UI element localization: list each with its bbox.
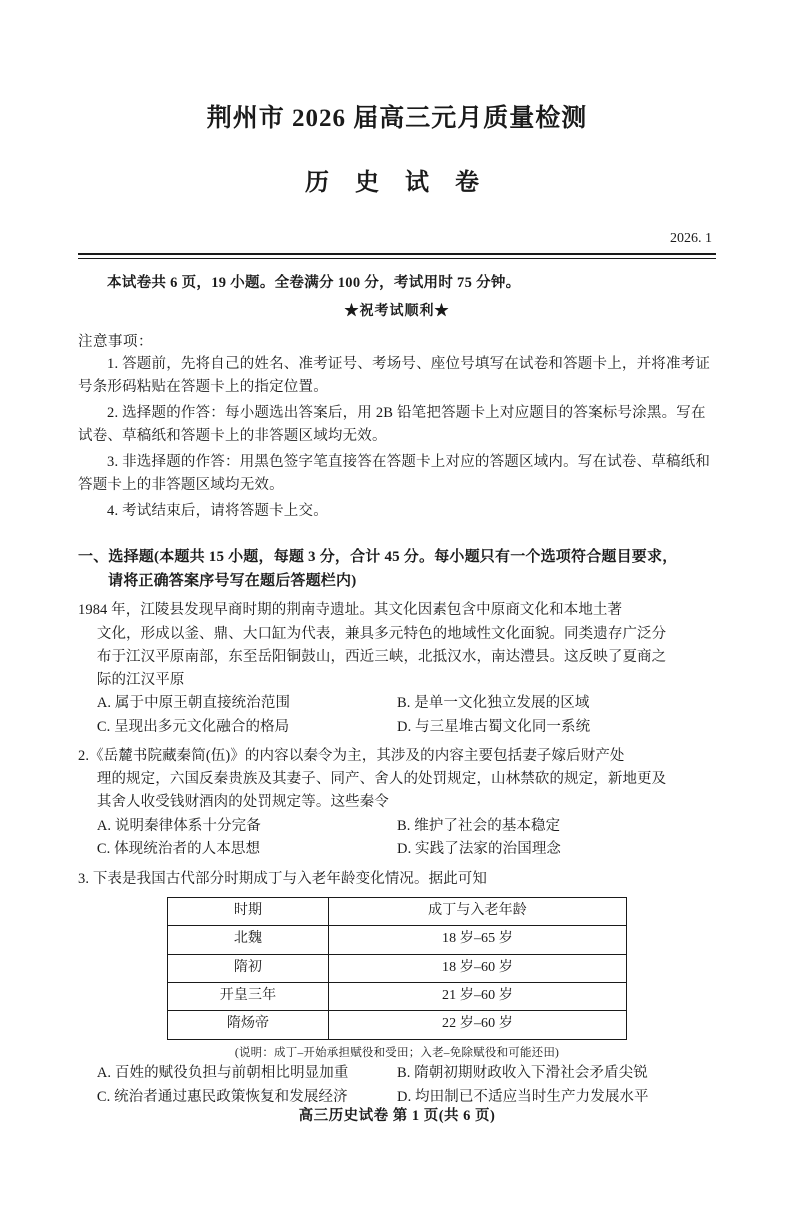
table-cell-period: 北魏 xyxy=(168,926,329,954)
question-line: 其舍人收受钱财酒肉的处罚规定等。这些秦令 xyxy=(96,794,389,811)
table-row xyxy=(168,926,627,954)
exam-paper-page xyxy=(0,98,794,1221)
question-item xyxy=(78,868,716,1110)
option-a[interactable]: A. 百姓的赋役负担与前朝相比明显加重 xyxy=(96,1065,349,1082)
section-heading-line2: 请将正确答案序号写在题后答题栏内) xyxy=(108,573,357,590)
table-cell-age: 18 岁–60 岁 xyxy=(329,954,627,982)
notice-item: 4. 考试结束后，请将答题卡上交。 xyxy=(107,502,328,519)
option-a[interactable]: A. 说明秦律体系十分完备 xyxy=(96,817,261,834)
notice-item: 2. 选择题的作答：每小题选出答案后，用 2B 铅笔把答题卡上对应题目的答案标号涂黑。写在试卷、草稿纸和答题卡上的非答题区域均无效。 xyxy=(78,404,706,445)
option-d[interactable]: D. 均田制已不适应当时生产力发展水平 xyxy=(397,1088,649,1105)
table-note: (说明：成丁–开始承担赋役和受田；入老–免除赋役和可能还田) xyxy=(234,1046,560,1059)
page-title: 荆州市 2026 届高三元月质量检测 xyxy=(206,105,588,132)
section-heading xyxy=(78,545,716,593)
question-line xyxy=(78,868,716,891)
table-cell-period: 隋炀帝 xyxy=(168,1011,329,1039)
divider-rule xyxy=(78,253,716,259)
table-cell-age: 21 岁–60 岁 xyxy=(329,983,627,1011)
question-line: 布于江汉平原南部，东至岳阳铜鼓山，西近三峡，北抵汉水，南达澧县。这反映了夏商之 xyxy=(96,648,667,665)
exam-date: 2026. 1 xyxy=(670,231,712,246)
question-line: 际的江汉平原 xyxy=(96,671,185,688)
age-table xyxy=(167,897,627,1040)
option-b[interactable]: B. 隋朝初期财政收入下滑社会矛盾尖锐 xyxy=(397,1065,648,1082)
option-row xyxy=(78,716,716,739)
section-heading-line1: 一、选择题(本题共 15 小题，每题 3 分，合计 45 分。每小题只有一个选项符合题目要求， xyxy=(78,549,678,566)
exam-info: 本试卷共 6 页，19 小题。全卷满分 100 分，考试用时 75 分钟。 xyxy=(107,275,521,291)
option-row xyxy=(78,838,716,861)
question-line xyxy=(78,745,716,768)
question-item xyxy=(78,745,716,862)
option-b[interactable]: B. 维护了社会的基本稳定 xyxy=(397,817,561,834)
option-b[interactable]: B. 是单一文化独立发展的区域 xyxy=(397,695,590,712)
page-footer: 高三历史试卷 第 1 页(共 6 页) xyxy=(298,1108,496,1124)
table-cell-period: 开皇三年 xyxy=(168,983,329,1011)
question-item xyxy=(78,599,716,739)
good-luck-text: ★祝考试顺利★ xyxy=(344,304,450,319)
question-line: 文化，形成以釜、鼎、大口缸为代表，兼具多元特色的地域性文化面貌。同类遗存广泛分 xyxy=(96,625,667,642)
question-number: 3. xyxy=(78,870,90,887)
table-row xyxy=(168,983,627,1011)
question-line-text: 下表是我国古代部分时期成丁与入老年龄变化情况。据此可知 xyxy=(92,870,488,887)
table-row xyxy=(168,954,627,982)
option-d[interactable]: D. 与三星堆古蜀文化同一系统 xyxy=(397,718,591,735)
notice-item: 1. 答题前，先将自己的姓名、准考证号、考场号、座位号填写在试卷和答题卡上，并将准考证号条形码粘贴在答题卡上的指定位置。 xyxy=(78,356,711,396)
question-line-text: 《岳麓书院藏秦简(伍)》的内容以秦令为主，其涉及的内容主要包括妻子嫁后财产处 xyxy=(89,748,625,765)
table-row xyxy=(168,1011,627,1039)
table-header-age: 成丁与入老年龄 xyxy=(329,897,627,925)
option-d[interactable]: D. 实践了法家的治国理念 xyxy=(397,841,562,858)
option-row xyxy=(78,692,716,715)
option-a[interactable]: A. 属于中原王朝直接统治范围 xyxy=(96,695,291,712)
question-line: 理的规定，六国反秦贵族及其妻子、同产、舍人的处罚规定，山林禁砍的规定，新地更及 xyxy=(96,771,667,788)
table-cell-age: 18 岁–65 岁 xyxy=(329,926,627,954)
subject-title: 历 史 试 卷 xyxy=(305,170,489,196)
table-cell-period: 隋初 xyxy=(168,954,329,982)
table-header-row xyxy=(168,897,627,925)
option-c[interactable]: C. 统治者通过惠民政策恢复和发展经济 xyxy=(96,1088,348,1105)
table-header-period: 时期 xyxy=(168,897,329,925)
question-line: 1984 年，江陵县发现早商时期的荆南寺遗址。其文化因素包含中原商文化和本地土著 xyxy=(78,602,623,619)
option-row xyxy=(78,1062,716,1085)
table-cell-age: 22 岁–60 岁 xyxy=(329,1011,627,1039)
option-c[interactable]: C. 体现统治者的人本思想 xyxy=(96,841,261,858)
notice-item: 3. 非选择题的作答：用黑色签字笔直接答在答题卡上对应的答题区域内。写在试卷、草稿纸和答题卡上的非答题区域均无效。 xyxy=(78,453,711,494)
question-number: 2. xyxy=(78,748,90,765)
option-row xyxy=(78,815,716,838)
option-c[interactable]: C. 呈现出多元文化融合的格局 xyxy=(96,718,290,735)
notice-title: 注意事项： xyxy=(78,334,153,350)
